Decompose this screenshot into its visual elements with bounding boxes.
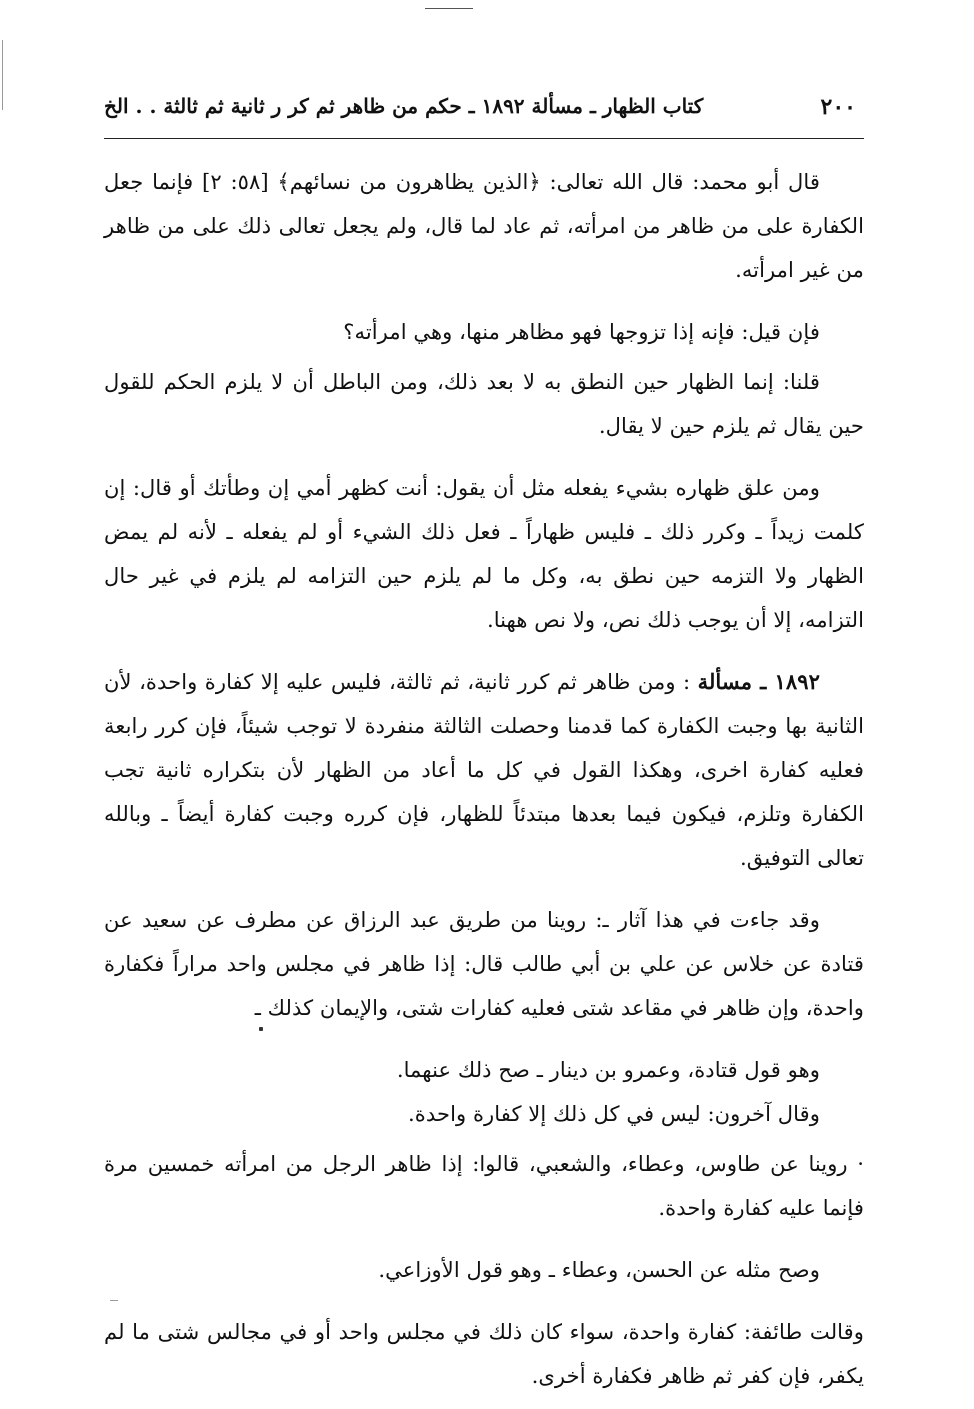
page-header bbox=[104, 88, 864, 139]
page-body bbox=[104, 160, 864, 1398]
paragraph-qatada: وهو قول قتادة، وعمرو بن دينار ـ صح ذلك عنهما. bbox=[396, 1057, 820, 1082]
running-head: كتاب الظهار ـ مسألة ١٨٩٢ ـ حكم من ظاهر ثم كر ر ثانية ثم ثالثة . . الخ bbox=[104, 94, 704, 118]
paragraph-athar: وقد جاءت في هذا آثار ـ: روينا من طريق عبد الرزاق عن مطرف عن سعيد عن قتادة عن خلاس عن علي بن أبي طالب قال: إذا ظاهر في مجلس واحد مراراً فكفارة واحدة، وإن ظاهر في مقاعد شتى فعليه كفارات شتى، والإيمان كذلك ـ bbox=[104, 907, 864, 1020]
issue-number: ١٨٩٢ ـ مسألة bbox=[697, 669, 820, 694]
scan-corner-mark bbox=[110, 1300, 118, 1301]
paragraph-reply: قلنا: إنما الظهار حين النطق به لا بعد ذلك، ومن الباطل أن لا يلزم الحكم للقول حين يقال ثم يلزم حين لا يقال. bbox=[104, 369, 864, 438]
paragraph-abu-muhammad: قال أبو محمد: قال الله تعالى: ﴿الذين يظاهرون من نسائهم﴾ [٥٨: ٢] فإنما جعل الكفارة على من ظاهر من امرأته، ثم عاد لما قال، ولم يجعل تعالى ذلك على من ظاهر من غير امرأته. bbox=[104, 169, 864, 282]
paragraph-others: وقال آخرون: ليس في كل ذلك إلا كفارة واحدة. bbox=[408, 1101, 820, 1126]
issue-1892-text: : ومن ظاهر ثم كرر ثانية، ثم ثالثة، فليس عليه إلا كفارة واحدة، لأن الثانية بها وجبت الكفارة كما قدمنا وحصلت الثالثة منفردة لا توجب شيئاً، فإن كرر رابعة فعليه كفارة اخرى، وهكذا القول في كل ما أعاد من الظهار لأن بتكراره ثانية تجب الكفارة وتلزم، فيكون فيما بعدها مبتدئاً للظهار، فإن كرره وجبت كفارة أيضاً ـ وبالله تعالى التوفيق. bbox=[104, 669, 864, 870]
paragraph-group: وقالت طائفة: كفارة واحدة، سواء كان ذلك في مجلس واحد أو في مجالس شتى ما لم يكفر، فإن كفر ثم ظاهر فكفارة أخرى. bbox=[104, 1319, 864, 1388]
gutter-mark bbox=[2, 40, 3, 110]
paragraph-objection: فإن قيل: فإنه إذا تزوجها فهو مظاهر منها، وهي امرأته؟ bbox=[343, 319, 820, 344]
scan-speck bbox=[259, 1027, 263, 1031]
page-number: ٢٠٠ bbox=[820, 94, 856, 120]
paragraph-conditional-zihar: ومن علق ظهاره بشيء يفعله مثل أن يقول: أنت كظهر أمي إن وطأتك أو قال: إن كلمت زيداً ـ وكرر ذلك ـ فليس ظهاراً ـ فعل ذلك الشيء أو لم يفعله ـ لأنه لم يمض الظهار ولا التزمه حين نطق به، وكل ما لم يلزم حين التزامه لم يلزم في غير حال التزامه، إلا أن يوجب ذلك نص، ولا نص ههنا. bbox=[104, 475, 864, 632]
paragraph-hasan: وصح مثله عن الحسن، وعطاء ـ وهو قول الأوزاعي. bbox=[378, 1257, 820, 1282]
issue-1892-paragraph bbox=[104, 660, 864, 880]
paragraph-tawus: · روينا عن طاوس، وعطاء، والشعبي، قالوا: إذا ظاهر الرجل من امرأته خمسين مرة فإنما عليه كفارة واحدة. bbox=[104, 1151, 864, 1220]
top-edge-mark bbox=[425, 8, 473, 9]
